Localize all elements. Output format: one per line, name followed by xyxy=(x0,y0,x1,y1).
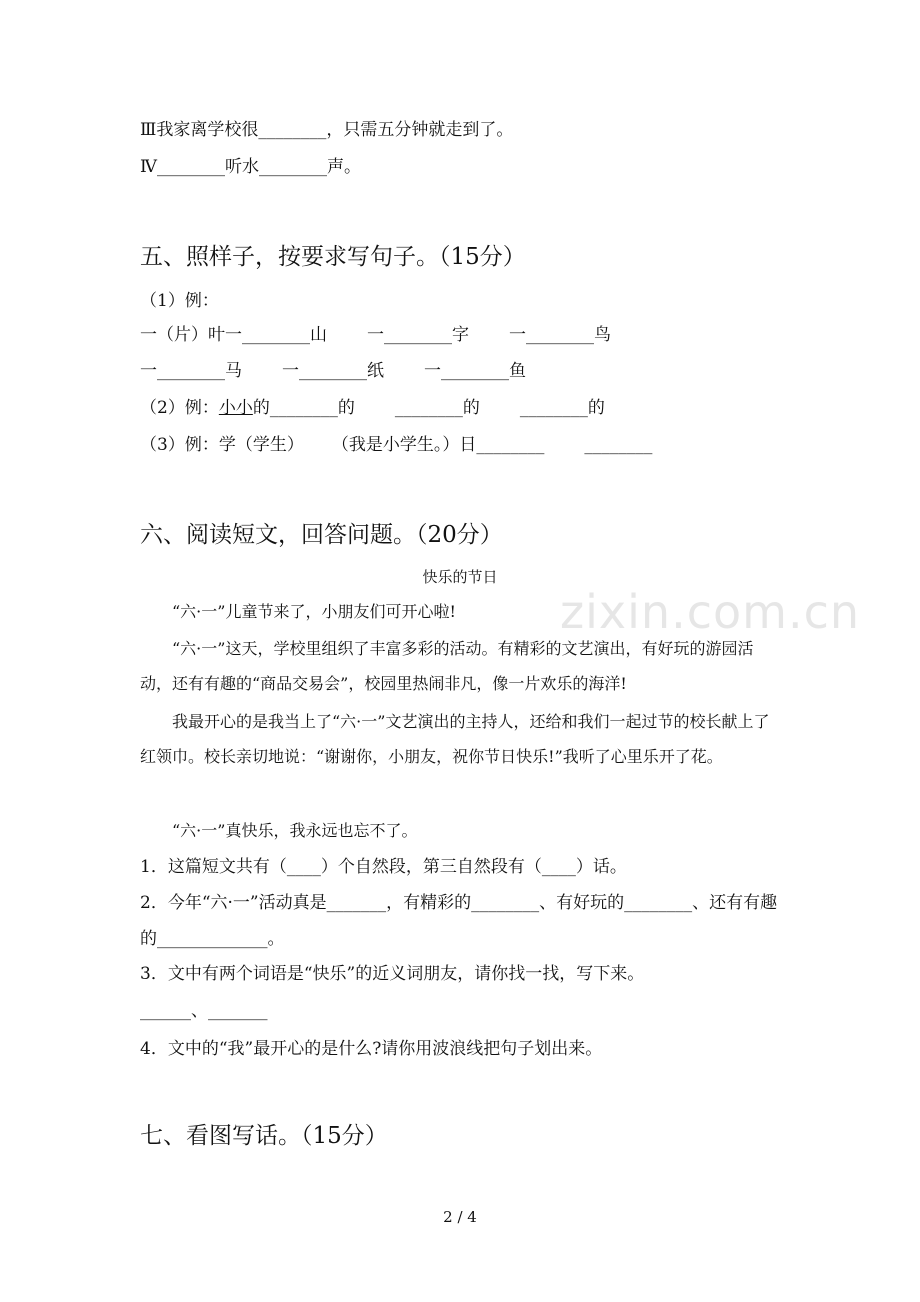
s5-q1-row1-a: 一（片）叶一________山 xyxy=(140,325,327,345)
s5-q1-row2-b: 一________纸 xyxy=(282,361,384,381)
section-7-heading: 七、看图写话。（15分） xyxy=(140,1123,388,1149)
passage-paragraph-3: 我最开心的是我当上了“六·一”文艺演出的主持人，还给和我们一起过节的校长献上了红领巾。校长亲切地说：“谢谢你，小朋友，祝你节日快乐!”我听了心里乐开了花。 xyxy=(140,712,770,766)
watermark: zixin.com.cn xyxy=(560,585,861,639)
s5-q2-prefix: （2）例： xyxy=(140,398,219,418)
fill-line-3: Ⅲ我家离学校很________，只需五分钟就走到了。 xyxy=(140,120,514,140)
section-6-heading: 六、阅读短文，回答问题。（20分） xyxy=(140,522,503,548)
s5-q1-row1-b: 一________字 xyxy=(367,325,469,345)
passage-paragraph-1: “六·一”儿童节来了，小朋友们可开心啦! xyxy=(172,602,456,621)
s5-q2-example: 小小 xyxy=(218,398,253,418)
s5-q2-blank-1: ________的 xyxy=(394,398,480,418)
fill-line-4: Ⅳ________听水________声。 xyxy=(140,157,361,177)
s6-q4: 4．文中的“我”最开心的是什么?请你用波浪线把句子划出来。 xyxy=(140,1039,603,1059)
s5-q1-row2-a: 一________马 xyxy=(140,361,242,381)
s5-q1-label: （1）例： xyxy=(140,291,219,311)
s5-q3-b: （我是小学生。）日________ xyxy=(331,435,545,455)
s6-q2: 2．今年“六·一”活动真是_______，有精彩的________、有好玩的________、还有有趣的_____________。 xyxy=(140,893,778,949)
passage-title: 快乐的节日 xyxy=(422,568,498,586)
s5-q1-row1 xyxy=(140,324,611,346)
s5-q3-a: （3）例：学（学生） xyxy=(140,435,304,455)
s6-q3: 3．文中有两个词语是“快乐”的近义词朋友，请你找一找，写下来。 xyxy=(140,964,645,984)
s5-q1-row2 xyxy=(140,360,526,382)
s5-q2-blank-2: ________的 xyxy=(519,398,605,418)
s5-q3 xyxy=(140,434,652,456)
passage-paragraph-4: “六·一”真快乐，我永远也忘不了。 xyxy=(172,821,418,840)
s5-q1-row1-c: 一________鸟 xyxy=(509,325,611,345)
page-number: 2 / 4 xyxy=(443,1208,477,1226)
s5-q1-row2-c: 一________鱼 xyxy=(424,361,526,381)
passage-paragraph-2: “六·一”这天，学校里组织了丰富多彩的活动。有精彩的文艺演出，有好玩的游园活动，还有有趣的“商品交易会”，校园里热闹非凡，像一片欢乐的海洋! xyxy=(140,639,754,693)
s5-q2 xyxy=(140,397,605,419)
s5-q2-rest: 的________的 xyxy=(252,398,355,418)
s6-q3-answer: ______、_______ xyxy=(140,1001,268,1021)
s5-q3-c: ________ xyxy=(584,435,653,455)
s6-q1: 1．这篇短文共有（____）个自然段，第三自然段有（____）话。 xyxy=(140,857,627,877)
section-5-heading: 五、照样子，按要求写句子。（15分） xyxy=(140,244,526,270)
